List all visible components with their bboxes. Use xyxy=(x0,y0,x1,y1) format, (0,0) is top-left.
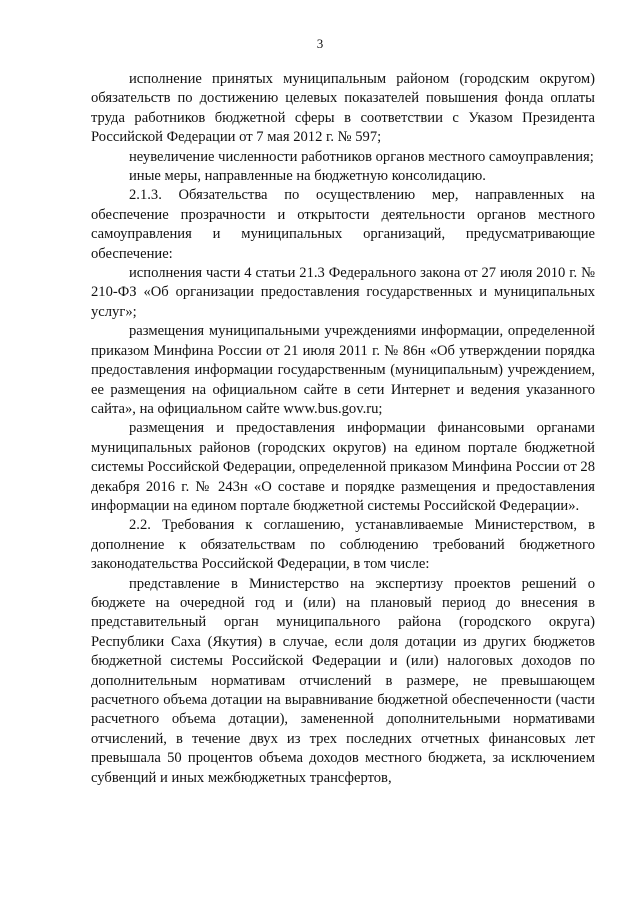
paragraph-3: иные меры, направленные на бюджетную консолидацию. xyxy=(129,168,486,185)
paragraph-9: представление в Министерство на экспертизу проектов решений о бюджете на очередной год и (или) на плановый период до внесения в представительный орган муниципального района (городского округа) Республики Саха (Якутия) в случае, если доля дотации из других бюджетов бюджетной системы Российской Федерации и (или) налоговых доходов по дополнительным нормативам отчислений в размере, не превышающем расчетного объема дотации на выравнивание бюджетной обеспеченности (части расчетного объема дотации), замененной дополнительными нормативами отчислений, в течение двух из трех последних отчетных финансовых лет превышала 50 процентов объема доходов местного бюджета, за исключением субвенций и иных межбюджетных трансфертов, xyxy=(91,575,595,786)
paragraph-5: исполнения части 4 статьи 21.3 Федерального закона от 27 июля 2010 г. № 210-ФЗ «Об организации предоставления государственных и муниципальных услуг»; xyxy=(91,265,595,320)
paragraph-2: неувеличение численности работников органов местного самоуправления; xyxy=(129,148,594,165)
page-number: 3 xyxy=(316,36,324,51)
paragraph-7: размещения и предоставления информации финансовыми органами муниципальных районов (городских округов) на едином портале бюджетной системы Российской Федерации, определенной приказом Минфина России от 28 декабря 2016 г. № 243н «О составе и порядке размещения и предоставления информации на едином портале бюджетной системы Российской Федерации». xyxy=(91,420,595,514)
paragraph-1: исполнение принятых муниципальным районом (городским округом) обязательств по достижению целевых показателей повышения фонда оплаты труда работников бюджетной сферы в соответствии с Указом Президента Российской Федерации от 7 мая 2012 г. № 597; xyxy=(91,71,595,146)
paragraph-4: 2.1.3. Обязательства по осуществлению мер, направленных на обеспечение прозрачности и открытости деятельности органов местного самоуправления и муниципальных организаций, предусматривающие обеспечение: xyxy=(91,187,595,262)
document-body xyxy=(91,70,595,788)
paragraph-6: размещения муниципальными учреждениями информации, определенной приказом Минфина России от 21 июля 2011 г. № 86н «Об утверждении порядка предоставления информации государственным (муниципальным) учреждением, ее размещения на официальном сайте в сети Интернет и ведения указанного сайта», на официальном сайте www.bus.gov.ru; xyxy=(91,323,595,417)
paragraph-8: 2.2. Требования к соглашению, устанавливаемые Министерством, в дополнение к обязательствам по соблюдению требований бюджетного законодательства Российской Федерации, в том числе: xyxy=(91,517,595,573)
